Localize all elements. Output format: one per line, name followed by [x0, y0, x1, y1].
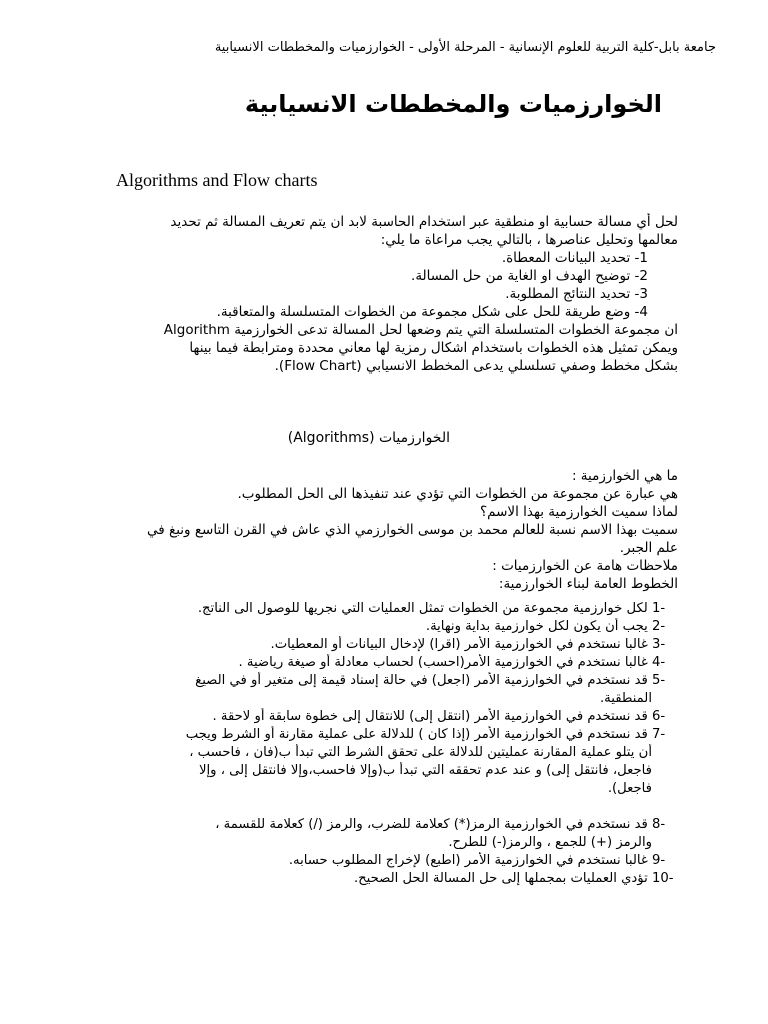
rule-text: قد نستخدم في الخوارزمية الأمر (انتقل إلى) للانتقال إلى خطوة سابقة أو لاحقة .: [212, 709, 648, 724]
rule-number: -5: [652, 673, 666, 688]
rule-text: فاجعل، فانتقل إلى) و عند عدم تحققه التي تبدأ ب(وإلا فاحسب،وإلا فانتقل إلى ، وإلا: [198, 763, 652, 778]
rule-text: غالبا نستخدم في الخوارزمية الأمر (اقرا) لإدخال البيانات أو المعطيات.: [270, 637, 648, 652]
section-line: لماذا سميت الخوارزمية بهذا الاسم؟: [479, 504, 678, 520]
section-line: هي عبارة عن مجموعة من الخطوات التي تؤدي عند تنفيذها الى الحل المطلوب.: [237, 486, 678, 502]
rule-number: -9: [652, 853, 666, 868]
rule-item: [112, 726, 678, 798]
closing-line: ويمكن تمثيل هذه الخطوات باستخدام اشكال رمزية لها معاني محددة ومترابطة فيما بينها: [189, 340, 678, 356]
intro-item: 1- تحديد البيانات المعطاة.: [501, 250, 648, 266]
rule-text: قد نستخدم في الخوارزمية الرمز(*) كعلامة للضرب، والرمز (/) كعلامة للقسمة ،: [215, 817, 648, 832]
section-line: ما هي الخوارزمية :: [571, 468, 678, 484]
rule-item: [112, 636, 678, 654]
section-line: الخطوط العامة لبناء الخوارزمية:: [498, 576, 678, 592]
rule-text: المنطقية.: [599, 691, 652, 706]
rule-item: [112, 708, 678, 726]
rule-number: -7: [652, 727, 666, 742]
rule-text: أن يتلو عملية المقارنة عمليتين للدلالة على تحقق الشرط التي تبدأ ب(فان ، فاحسب ،: [189, 745, 652, 760]
rule-text: غالبا نستخدم في الخوارزمية الأمر(احسب) لحساب معادلة أو صيغة رياضية .: [238, 655, 648, 670]
page-header: جامعة بابل-كلية التربية للعلوم الإنسانية - المرحلة الأولى - الخوارزميات والمخططات الانسيابية: [214, 40, 716, 55]
english-title: Algorithms and Flow charts: [116, 170, 318, 190]
rule-text: تؤدي العمليات بمجملها إلى حل المسالة الحل الصحيح.: [353, 871, 648, 886]
rule-text: والرمز (+) للجمع ، والرمز(-) للطرح.: [448, 835, 652, 850]
closing-line: ان مجموعة الخطوات المتسلسلة التي يتم وضعها لحل المسالة تدعى الخوارزمية Algorithm: [163, 322, 678, 338]
intro-line: لحل أي مسالة حسابية او منطقية عبر استخدام الحاسبة لابد ان يتم تعريف المسالة ثم تحديد: [170, 214, 678, 230]
closing-line: بشكل مخطط وصفي تسلسلي يدعى المخطط الانسيابي (Flow Chart).: [274, 358, 678, 374]
rule-item: [112, 672, 678, 708]
rule-text: فاجعل).: [607, 781, 652, 796]
rule-number: -2: [652, 619, 666, 634]
section-line: علم الجبر.: [619, 540, 678, 556]
rule-number: -10: [652, 871, 674, 886]
rule-item: [112, 816, 678, 852]
rule-text: يجب أن يكون لكل خوارزمية بداية ونهاية.: [425, 619, 648, 634]
rule-text: غالبا نستخدم في الخوارزمية الأمر (اطبع) لإخراج المطلوب حسابه.: [288, 853, 648, 868]
rule-number: -3: [652, 637, 666, 652]
section-paragraph: [108, 467, 678, 593]
rule-number: -4: [652, 655, 666, 670]
rule-item: [112, 600, 678, 618]
rule-number: -6: [652, 709, 666, 724]
rule-text: قد نستخدم في الخوارزمية الأمر (اجعل) في حالة إسناد قيمة إلى متغير أو في الصيغ: [195, 673, 648, 688]
intro-paragraph: [118, 213, 678, 375]
section-heading: الخوارزميات (Algorithms): [287, 430, 450, 446]
intro-item: 4- وضع طريقة للحل على شكل مجموعة من الخطوات المتسلسلة والمتعاقبة.: [216, 304, 648, 320]
section-line: ملاحظات هامة عن الخوارزميات :: [492, 558, 678, 574]
rule-text: لكل خوارزمية مجموعة من الخطوات تمثل العمليات التي نجريها للوصول الى الناتج.: [197, 601, 648, 616]
section-line: سميت بهذا الاسم نسبة للعالم محمد بن موسى الخوارزمي الذي عاش في القرن التاسع ونبغ في: [147, 522, 678, 538]
intro-item: 2- توضيح الهدف او الغاية من حل المسالة.: [411, 268, 648, 284]
rule-item: [112, 852, 678, 870]
rule-item: [112, 654, 678, 672]
intro-line: معالمها وتحليل عناصرها ، بالتالي يجب مراعاة ما يلي:: [380, 232, 678, 248]
rule-text: قد نستخدم في الخوارزمية الأمر (إذا كان ) للدلالة على عملية مقارنة أو الشرط ويجب: [185, 727, 648, 742]
rule-number: -8: [652, 817, 666, 832]
intro-item: 3- تحديد النتائج المطلوبة.: [505, 286, 648, 302]
arabic-title: الخوارزميات والمخططات الانسيابية: [244, 90, 662, 118]
rules-list: [112, 600, 678, 888]
rule-item: [112, 870, 678, 888]
rule-item: [112, 618, 678, 636]
rule-number: -1: [652, 601, 666, 616]
